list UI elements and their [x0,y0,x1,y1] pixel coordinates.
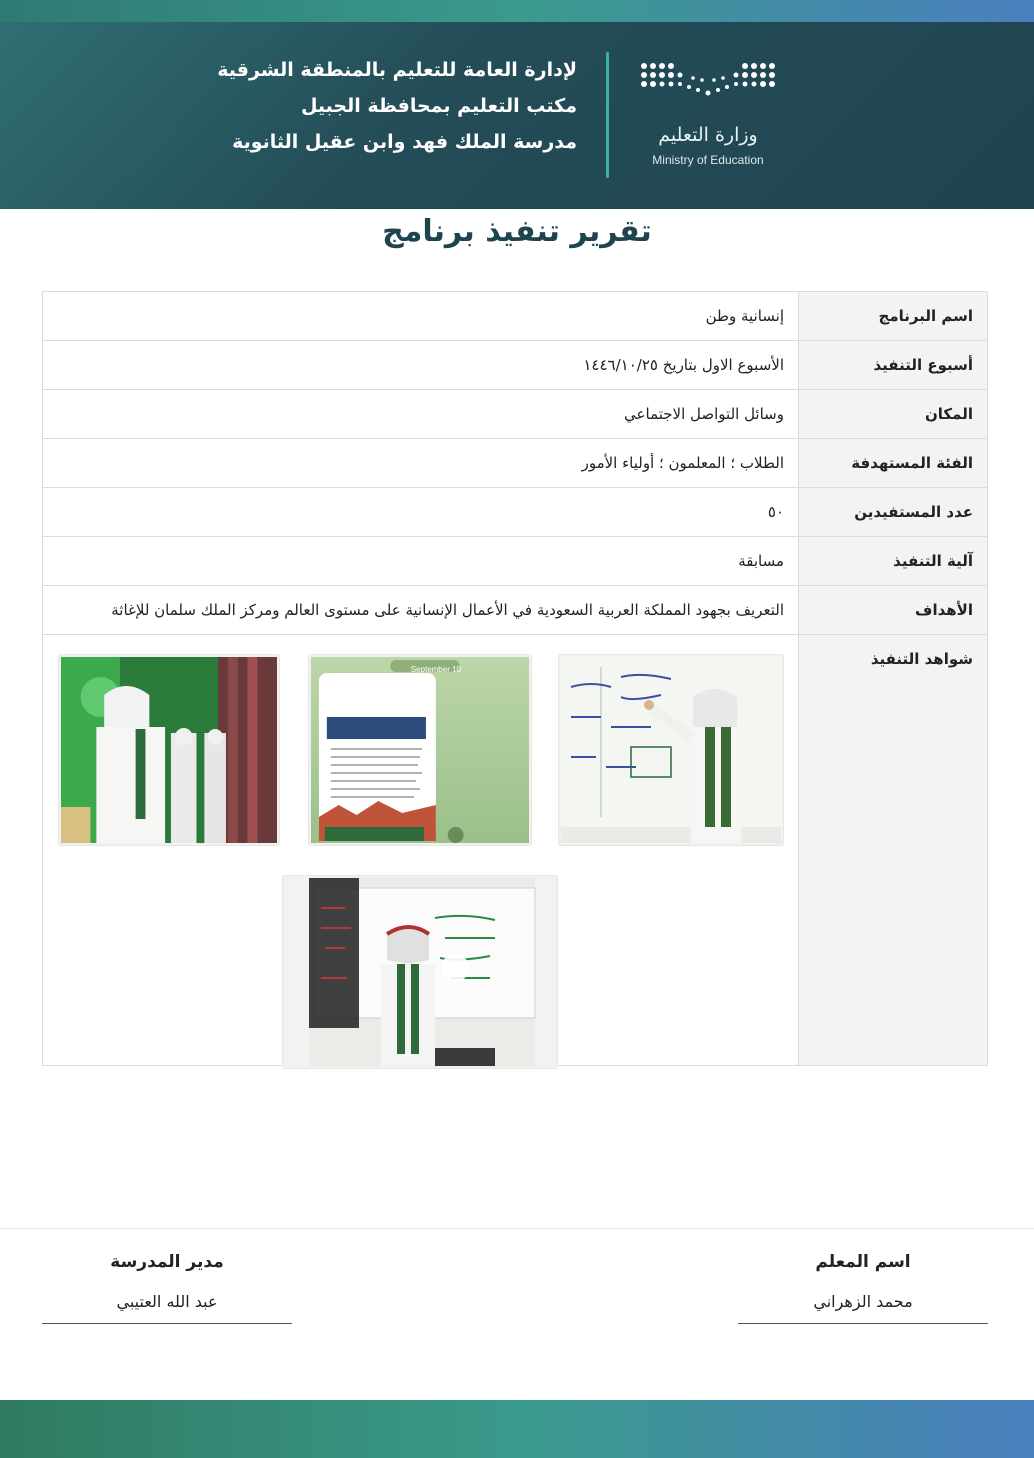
row-label: آلية التنفيذ [799,537,988,586]
ministry-dots-logo-icon [638,60,778,122]
table-row [43,586,988,635]
row-label: عدد المستفيدين [799,488,988,537]
footer-divider [0,1228,1034,1229]
row-label: اسم البرنامج [799,292,988,341]
principal-role-label: مدير المدرسة [110,1252,224,1272]
row-value: إنسانية وطن [43,292,799,341]
table-row [43,390,988,439]
row-value: الأسبوع الاول بتاريخ ١٤٤٦/١٠/٢٥ [43,341,799,390]
page-title: تقرير تنفيذ برنامج [382,214,652,249]
evidence-photo-competition-poster [308,654,532,846]
teacher-signature-line [738,1323,988,1324]
row-label: أسبوع التنفيذ [799,341,988,390]
org-line-3: مدرسة الملك فهد وابن عقيل الثانوية [232,131,577,153]
evidence-photo-teacher-whiteboard [558,654,784,846]
organization-lines [217,52,577,160]
top-color-strip [0,0,1034,22]
program-info-table [42,291,988,1066]
principal-signature-line [42,1323,292,1324]
logo-arabic-text: وزارة التعليم [658,124,758,146]
row-value: ٥٠ [43,488,799,537]
row-value: الطلاب ؛ المعلمون ؛ أولياء الأمور [43,439,799,488]
table-row [43,537,988,586]
teacher-signature-block [738,1252,988,1324]
row-value: التعريف بجهود المملكة العربية السعودية في الأعمال الإنسانية على مستوى العالم ومركز الملك سلمان للإغاثة [43,586,799,635]
teacher-name: محمد الزهراني [813,1292,913,1311]
row-value: وسائل التواصل الاجتماعي [43,390,799,439]
row-label: الأهداف [799,586,988,635]
evidence-photos [43,635,798,1065]
row-label: الفئة المستهدفة [799,439,988,488]
poster-date-label: September 10 [410,665,461,674]
page-header [0,22,1034,209]
evidence-photos-cell [43,635,799,1066]
table-row [43,292,988,341]
header-divider [606,52,609,178]
bottom-color-strip [0,1400,1034,1458]
org-line-1: لإدارة العامة للتعليم بالمنطقة الشرقية [217,59,577,81]
row-label: المكان [799,390,988,439]
org-line-2: مكتب التعليم بمحافظة الجبيل [300,95,577,117]
principal-signature-block [42,1252,292,1324]
table-row [43,488,988,537]
teacher-role-label: اسم المعلم [815,1252,911,1272]
ministry-logo [638,60,778,172]
evidence-photo-student-stage [58,654,280,846]
logo-english-text: Ministry of Education [652,153,764,167]
evidence-photo-student-classroom [282,875,558,1069]
table-row [43,439,988,488]
table-row [43,341,988,390]
principal-name: عبد الله العتيبي [116,1292,218,1311]
row-value: مسابقة [43,537,799,586]
evidence-label: شواهد التنفيذ [799,635,988,1066]
evidence-row [43,635,988,1066]
